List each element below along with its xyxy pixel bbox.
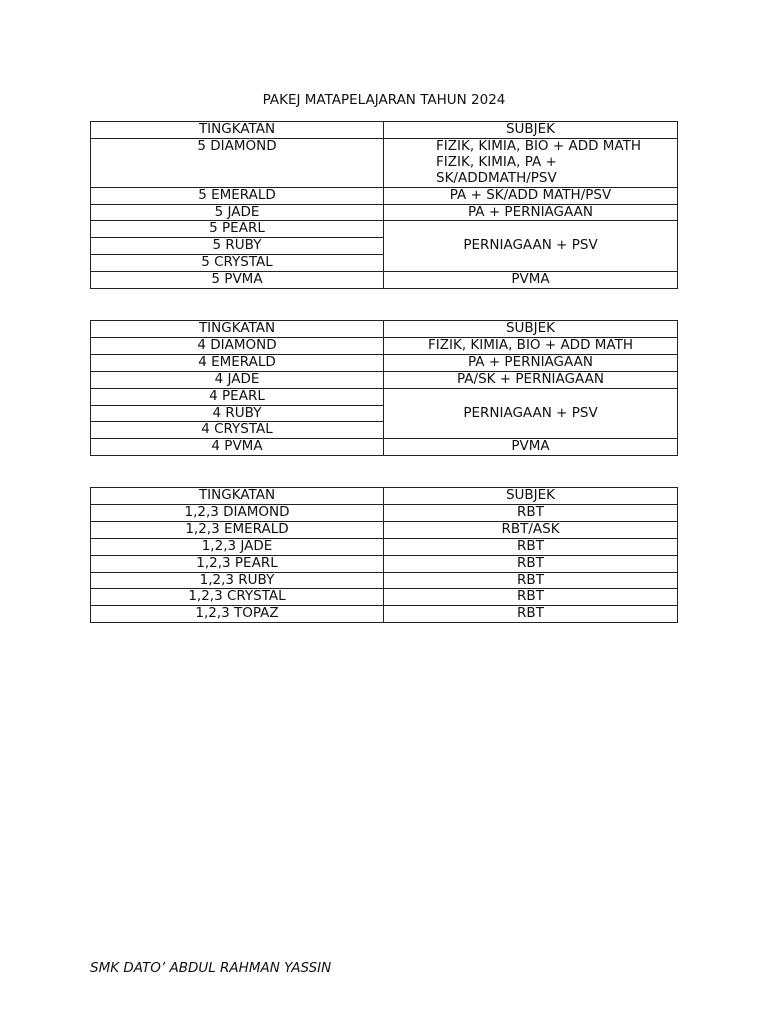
subject-cell: RBT <box>384 606 678 623</box>
class-cell: 1,2,3 TOPAZ <box>91 606 384 623</box>
table-row <box>91 521 678 538</box>
table-row <box>91 337 678 354</box>
form4-table <box>90 320 678 456</box>
form5-table <box>90 121 678 289</box>
table-row <box>91 504 678 521</box>
table-row <box>91 388 678 405</box>
class-cell: 5 PEARL <box>91 221 384 238</box>
class-cell: 1,2,3 EMERALD <box>91 521 384 538</box>
class-cell: 4 DIAMOND <box>91 337 384 354</box>
class-cell: 1,2,3 RUBY <box>91 572 384 589</box>
header-subjek: SUBJEK <box>384 122 678 139</box>
table-header-row <box>91 122 678 139</box>
subject-cell <box>384 138 678 187</box>
subject-cell: FIZIK, KIMIA, BIO + ADD MATH <box>384 337 678 354</box>
header-subjek: SUBJEK <box>384 321 678 338</box>
class-cell: 5 EMERALD <box>91 187 384 204</box>
subject-line: SK/ADDMATH/PSV <box>436 169 557 186</box>
table-row <box>91 272 678 289</box>
class-cell: 4 PEARL <box>91 388 384 405</box>
subject-cell: RBT <box>384 504 678 521</box>
table-row <box>91 354 678 371</box>
class-cell: 5 DIAMOND <box>91 138 384 187</box>
class-cell: 5 JADE <box>91 204 384 221</box>
class-cell: 1,2,3 DIAMOND <box>91 504 384 521</box>
table-row <box>91 555 678 572</box>
class-cell: 5 RUBY <box>91 238 384 255</box>
class-cell: 1,2,3 CRYSTAL <box>91 589 384 606</box>
school-name-footer: SMK DATO’ ABDUL RAHMAN YASSIN <box>90 960 332 976</box>
subject-cell: RBT <box>384 538 678 555</box>
subject-line: FIZIK, KIMIA, PA + <box>436 153 557 170</box>
lower-forms-table <box>90 487 678 623</box>
table-row <box>91 204 678 221</box>
subject-cell-merged: PERNIAGAAN + PSV <box>384 388 678 439</box>
page-title: PAKEJ MATAPELAJARAN TAHUN 2024 <box>262 92 506 108</box>
table-row <box>91 187 678 204</box>
header-tingkatan: TINGKATAN <box>91 321 384 338</box>
class-cell: 4 RUBY <box>91 405 384 422</box>
subject-cell: PA/SK + PERNIAGAAN <box>384 371 678 388</box>
table-row <box>91 371 678 388</box>
subject-cell-merged: PERNIAGAAN + PSV <box>384 221 678 272</box>
subject-cell: PVMA <box>384 272 678 289</box>
table-header-row <box>91 488 678 505</box>
subject-cell: RBT <box>384 555 678 572</box>
header-tingkatan: TINGKATAN <box>91 488 384 505</box>
table-row <box>91 606 678 623</box>
table-row <box>91 138 678 187</box>
subject-cell: PA + SK/ADD MATH/PSV <box>384 187 678 204</box>
table-row <box>91 589 678 606</box>
class-cell: 4 EMERALD <box>91 354 384 371</box>
class-cell: 4 JADE <box>91 371 384 388</box>
subject-cell: PA + PERNIAGAAN <box>384 204 678 221</box>
class-cell: 5 PVMA <box>91 272 384 289</box>
table-header-row <box>91 321 678 338</box>
subject-cell: PA + PERNIAGAAN <box>384 354 678 371</box>
subject-line: FIZIK, KIMIA, BIO + ADD MATH <box>436 137 642 154</box>
class-cell: 4 PVMA <box>91 439 384 456</box>
table-row <box>91 439 678 456</box>
class-cell: 1,2,3 JADE <box>91 538 384 555</box>
table-row <box>91 572 678 589</box>
subject-cell: RBT/ASK <box>384 521 678 538</box>
class-cell: 4 CRYSTAL <box>91 422 384 439</box>
class-cell: 5 CRYSTAL <box>91 255 384 272</box>
header-tingkatan: TINGKATAN <box>91 122 384 139</box>
subject-cell: RBT <box>384 572 678 589</box>
class-cell: 1,2,3 PEARL <box>91 555 384 572</box>
table-row <box>91 538 678 555</box>
header-subjek: SUBJEK <box>384 488 678 505</box>
table-row <box>91 221 678 238</box>
subject-cell: RBT <box>384 589 678 606</box>
subject-cell: PVMA <box>384 439 678 456</box>
